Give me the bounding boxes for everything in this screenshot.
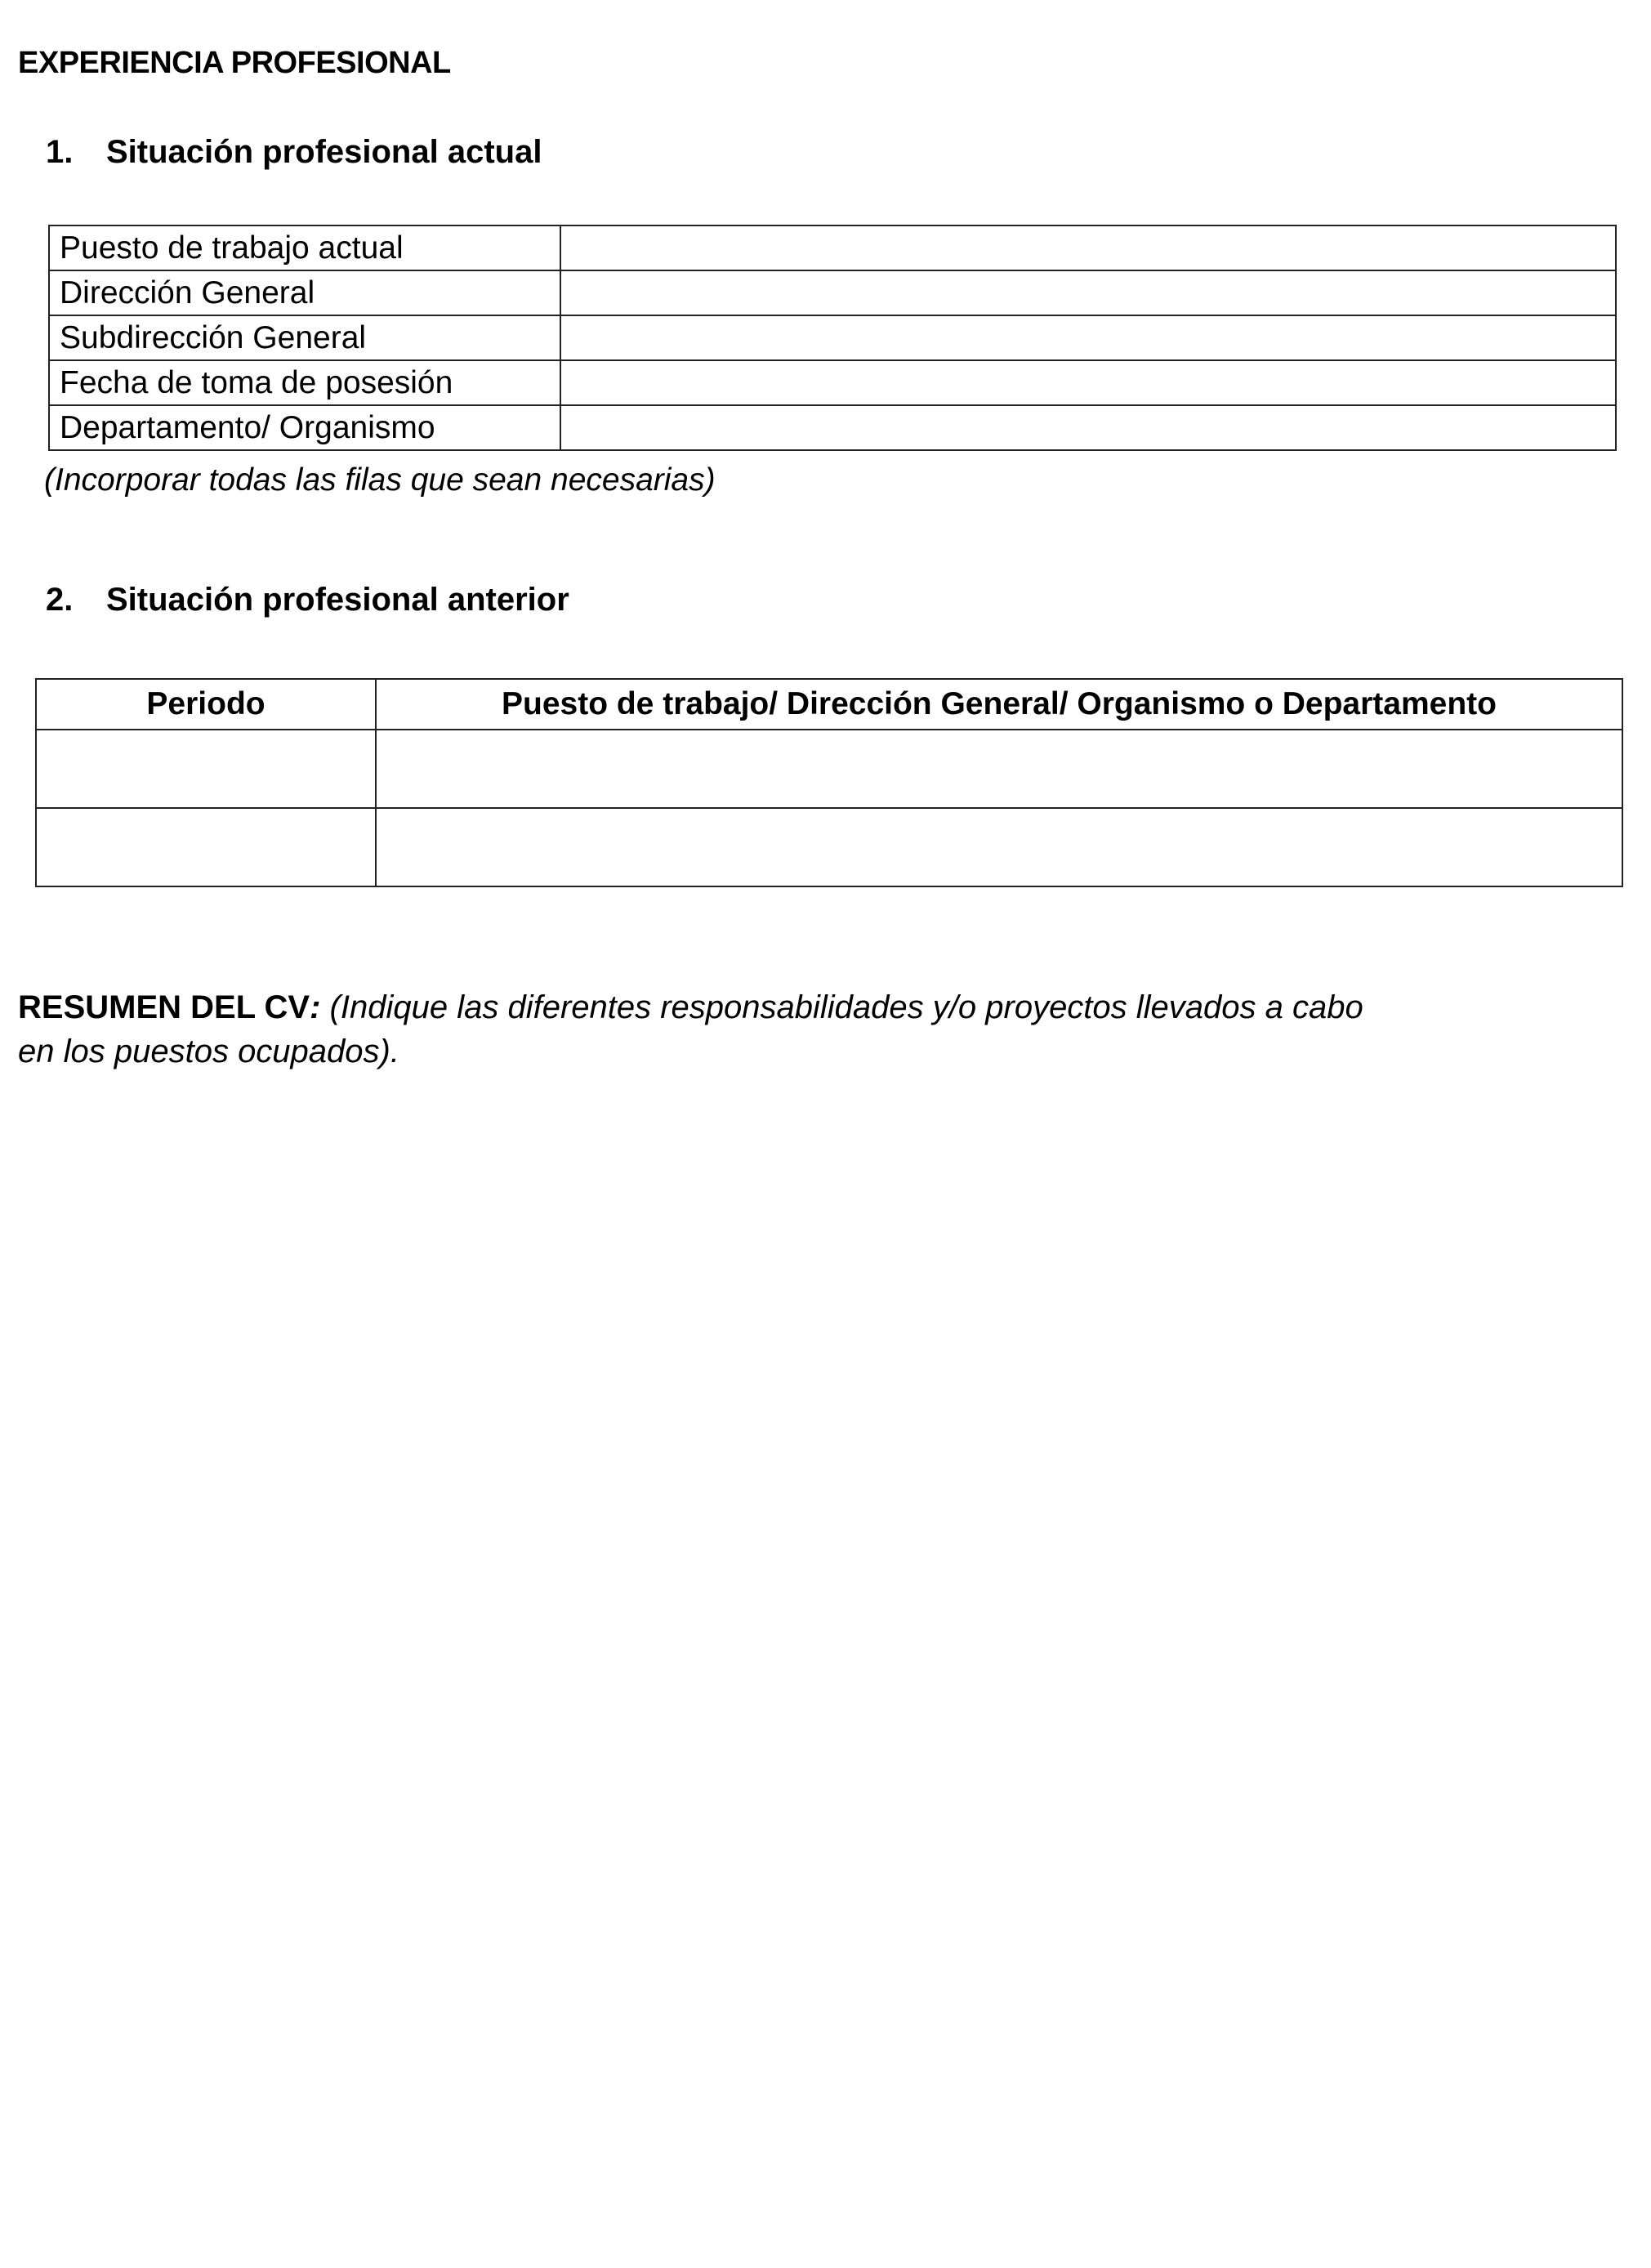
row-value[interactable] <box>560 225 1616 270</box>
summary-colon: : <box>310 989 321 1025</box>
table-row <box>49 315 1616 360</box>
row-label: Fecha de toma de posesión <box>49 360 560 405</box>
section-heading-previous <box>46 582 569 618</box>
section-title: Situación profesional anterior <box>106 582 569 618</box>
period-cell[interactable] <box>36 808 376 886</box>
row-label: Puesto de trabajo actual <box>49 225 560 270</box>
previous-position-table <box>35 678 1623 887</box>
row-label: Subdirección General <box>49 315 560 360</box>
position-cell[interactable] <box>376 730 1622 808</box>
section-title: Situación profesional actual <box>106 134 542 170</box>
row-value[interactable] <box>560 315 1616 360</box>
column-header-period: Periodo <box>36 679 376 730</box>
table-header-row <box>36 679 1622 730</box>
section-number: 1. <box>46 134 74 170</box>
table-row <box>36 808 1622 886</box>
summary-instruction-line2: en los puestos ocupados). <box>18 1034 399 1069</box>
row-value[interactable] <box>560 405 1616 450</box>
period-cell[interactable] <box>36 730 376 808</box>
summary-label: RESUMEN DEL CV <box>18 989 310 1025</box>
table-row <box>49 225 1616 270</box>
section-heading-current <box>46 134 542 171</box>
row-label: Dirección General <box>49 270 560 315</box>
row-value[interactable] <box>560 270 1616 315</box>
column-header-position: Puesto de trabajo/ Dirección General/ Organismo o Departamento <box>376 679 1622 730</box>
current-position-table <box>48 225 1617 451</box>
table-note: (Incorporar todas las filas que sean necesarias) <box>44 462 716 498</box>
row-value[interactable] <box>560 360 1616 405</box>
table-row <box>49 360 1616 405</box>
cv-summary <box>18 985 1407 1074</box>
row-label: Departamento/ Organismo <box>49 405 560 450</box>
table-row <box>49 270 1616 315</box>
position-cell[interactable] <box>376 808 1622 886</box>
page-title: EXPERIENCIA PROFESIONAL <box>18 46 451 80</box>
table-row <box>49 405 1616 450</box>
table-row <box>36 730 1622 808</box>
summary-instruction-line1: (Indique las diferentes responsabilidades y/o proyectos llevados a cabo <box>320 989 1363 1025</box>
section-number: 2. <box>46 582 74 618</box>
